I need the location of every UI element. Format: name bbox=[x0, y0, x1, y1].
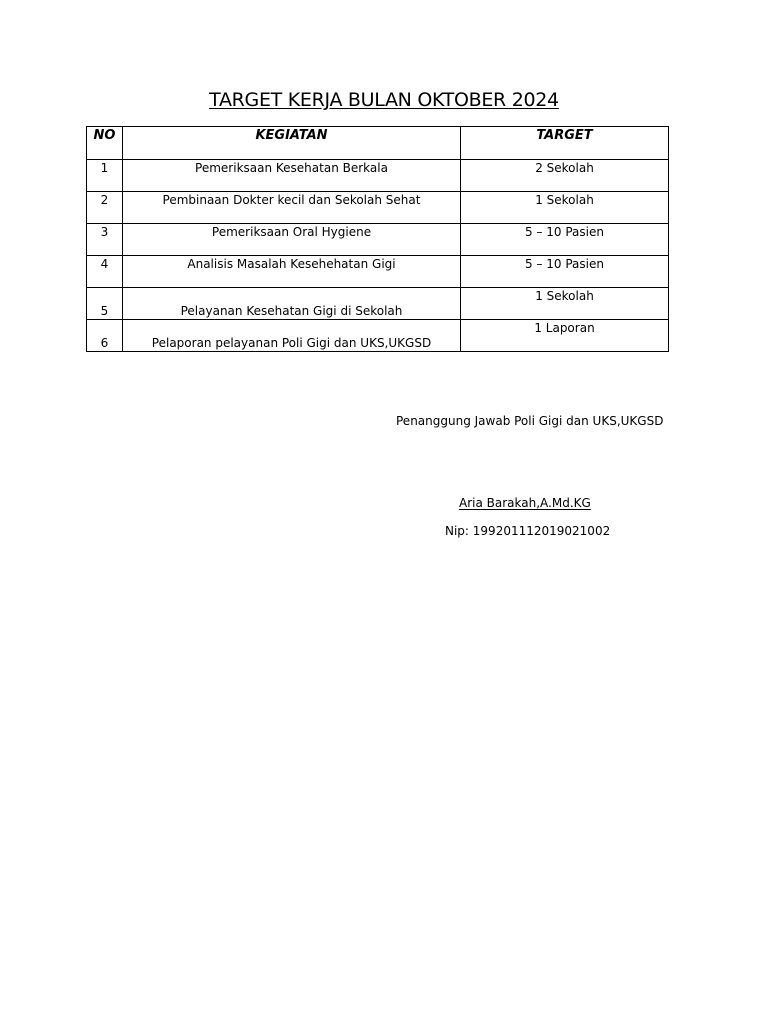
table-row bbox=[87, 256, 669, 288]
header-kegiatan: KEGIATAN bbox=[123, 127, 461, 160]
cell-kegiatan: Pemeriksaan Oral Hygiene bbox=[123, 224, 461, 256]
signature-nip: Nip: 199201112019021002 bbox=[445, 524, 611, 538]
cell-target: 1 Sekolah bbox=[461, 288, 669, 320]
table-row bbox=[87, 160, 669, 192]
cell-no: 6 bbox=[87, 320, 123, 352]
document-title: TARGET KERJA BULAN OKTOBER 2024 bbox=[209, 89, 559, 111]
cell-kegiatan: Pelaporan pelayanan Poli Gigi dan UKS,UKGSD bbox=[123, 320, 461, 352]
cell-target: 5 – 10 Pasien bbox=[461, 256, 669, 288]
cell-no: 4 bbox=[87, 256, 123, 288]
cell-no: 2 bbox=[87, 192, 123, 224]
header-target: TARGET bbox=[461, 127, 669, 160]
cell-target: 5 – 10 Pasien bbox=[461, 224, 669, 256]
cell-no: 3 bbox=[87, 224, 123, 256]
cell-no: 5 bbox=[87, 288, 123, 320]
table-row bbox=[87, 224, 669, 256]
signature-role: Penanggung Jawab Poli Gigi dan UKS,UKGSD bbox=[396, 414, 664, 428]
cell-kegiatan: Pemeriksaan Kesehatan Berkala bbox=[123, 160, 461, 192]
target-table bbox=[86, 126, 669, 352]
table-row bbox=[87, 192, 669, 224]
cell-target: 1 Sekolah bbox=[461, 192, 669, 224]
table-row bbox=[87, 320, 669, 352]
table-row bbox=[87, 288, 669, 320]
cell-kegiatan: Pelayanan Kesehatan Gigi di Sekolah bbox=[123, 288, 461, 320]
cell-target: 1 Laporan bbox=[461, 320, 669, 352]
cell-target: 2 Sekolah bbox=[461, 160, 669, 192]
cell-kegiatan: Analisis Masalah Kesehehatan Gigi bbox=[123, 256, 461, 288]
signature-name: Aria Barakah,A.Md.KG bbox=[459, 496, 591, 510]
cell-no: 1 bbox=[87, 160, 123, 192]
cell-kegiatan: Pembinaan Dokter kecil dan Sekolah Sehat bbox=[123, 192, 461, 224]
header-no: NO bbox=[87, 127, 123, 160]
table-header-row bbox=[87, 127, 669, 160]
